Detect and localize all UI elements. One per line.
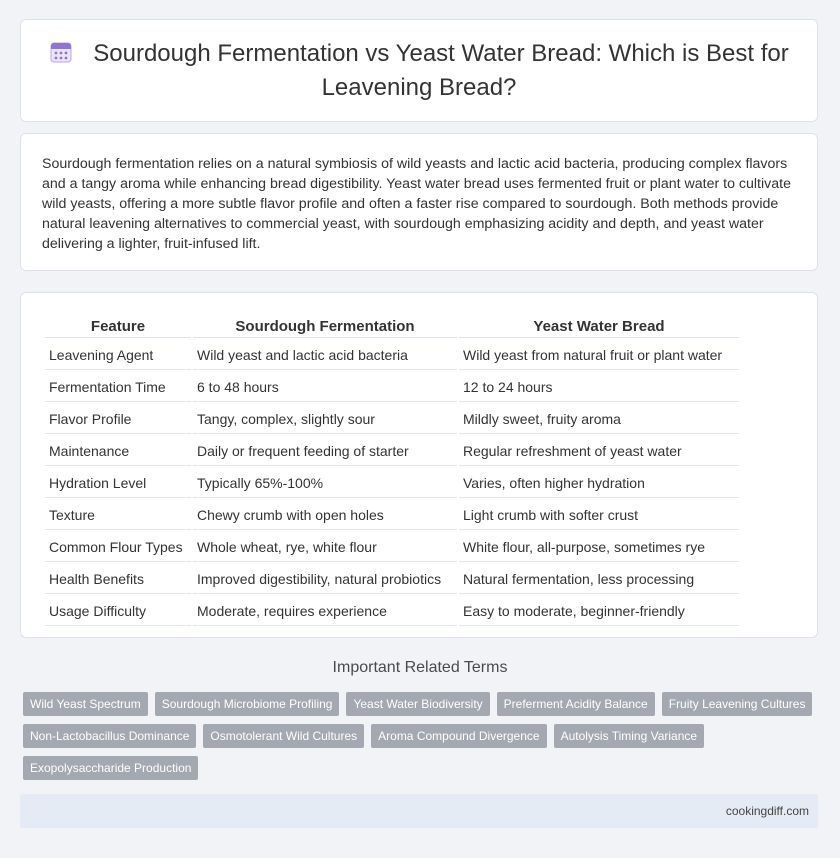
related-term-tag[interactable]: Non-Lactobacillus Dominance	[23, 724, 196, 748]
header-yeast-water: Yeast Water Bread	[459, 315, 739, 338]
related-term-tag[interactable]: Sourdough Microbiome Profiling	[155, 692, 340, 716]
table-row	[45, 564, 739, 594]
table-row	[45, 340, 739, 370]
table-cell: Usage Difficulty	[45, 596, 191, 626]
table-row	[45, 404, 739, 434]
table-cell: Easy to moderate, beginner-friendly	[459, 596, 739, 626]
table-cell: Common Flour Types	[45, 532, 191, 562]
table-cell: Hydration Level	[45, 468, 191, 498]
table-cell: Regular refreshment of yeast water	[459, 436, 739, 466]
related-term-tag[interactable]: Yeast Water Biodiversity	[346, 692, 489, 716]
comparison-table	[43, 313, 741, 628]
table-cell: Mildly sweet, fruity aroma	[459, 404, 739, 434]
table-cell: Improved digestibility, natural probiotics	[193, 564, 457, 594]
header-sourdough: Sourdough Fermentation	[193, 315, 457, 338]
calendar-icon	[49, 40, 73, 72]
table-cell: Typically 65%-100%	[193, 468, 457, 498]
related-term-tag[interactable]: Fruity Leavening Cultures	[662, 692, 813, 716]
page-title-wrap	[49, 38, 789, 103]
table-row	[45, 500, 739, 530]
table-cell: Daily or frequent feeding of starter	[193, 436, 457, 466]
related-terms-list	[23, 692, 813, 780]
related-term-tag[interactable]: Preferment Acidity Balance	[497, 692, 655, 716]
table-row	[45, 468, 739, 498]
table-cell: 12 to 24 hours	[459, 372, 739, 402]
table-cell: Fermentation Time	[45, 372, 191, 402]
table-row	[45, 532, 739, 562]
table-cell: Chewy crumb with open holes	[193, 500, 457, 530]
table-cell: Maintenance	[45, 436, 191, 466]
table-header-row	[45, 315, 739, 338]
intro-paragraph: Sourdough fermentation relies on a natural symbiosis of wild yeasts and lactic acid bacteria, producing complex flavors and a tangy aroma while enhancing bread digestibility. Yeast water bread uses fermented fruit or plant water to cultivate wild yeasts, offering a more subtle flavor profile and often a faster rise compared to sourdough. Both methods provide natural leavening alternatives to commercial yeast, with sourdough emphasizing acidity and depth, and yeast water delivering a lighter, fruit-infused lift.	[42, 156, 791, 252]
table-cell: Wild yeast from natural fruit or plant water	[459, 340, 739, 370]
related-term-tag[interactable]: Exopolysaccharide Production	[23, 756, 198, 780]
table-cell: Health Benefits	[45, 564, 191, 594]
title-card	[20, 19, 818, 122]
related-term-tag[interactable]: Autolysis Timing Variance	[554, 724, 705, 748]
table-cell: Wild yeast and lactic acid bacteria	[193, 340, 457, 370]
table-cell: Leavening Agent	[45, 340, 191, 370]
header-feature: Feature	[45, 315, 191, 338]
table-row	[45, 372, 739, 402]
table-cell: Moderate, requires experience	[193, 596, 457, 626]
related-term-tag[interactable]: Aroma Compound Divergence	[371, 724, 546, 748]
footer	[20, 794, 818, 828]
table-cell: Varies, often higher hydration	[459, 468, 739, 498]
table-cell: Flavor Profile	[45, 404, 191, 434]
intro-card	[20, 133, 818, 271]
table-cell: Light crumb with softer crust	[459, 500, 739, 530]
related-term-tag[interactable]: Osmotolerant Wild Cultures	[203, 724, 364, 748]
table-cell: Texture	[45, 500, 191, 530]
table-cell: Whole wheat, rye, white flour	[193, 532, 457, 562]
related-term-tag[interactable]: Wild Yeast Spectrum	[23, 692, 148, 716]
table-row	[45, 436, 739, 466]
table-cell: White flour, all-purpose, sometimes rye	[459, 532, 739, 562]
table-cell: Tangy, complex, slightly sour	[193, 404, 457, 434]
comparison-table-card	[20, 292, 818, 638]
related-terms-heading: Important Related Terms	[332, 659, 508, 676]
footer-site-link[interactable]: cookingdiff.com	[725, 804, 809, 818]
table-cell: Natural fermentation, less processing	[459, 564, 739, 594]
table-cell: 6 to 48 hours	[193, 372, 457, 402]
table-row	[45, 596, 739, 626]
page-title: Sourdough Fermentation vs Yeast Water Bread: Which is Best for Leavening Bread?	[93, 40, 789, 101]
